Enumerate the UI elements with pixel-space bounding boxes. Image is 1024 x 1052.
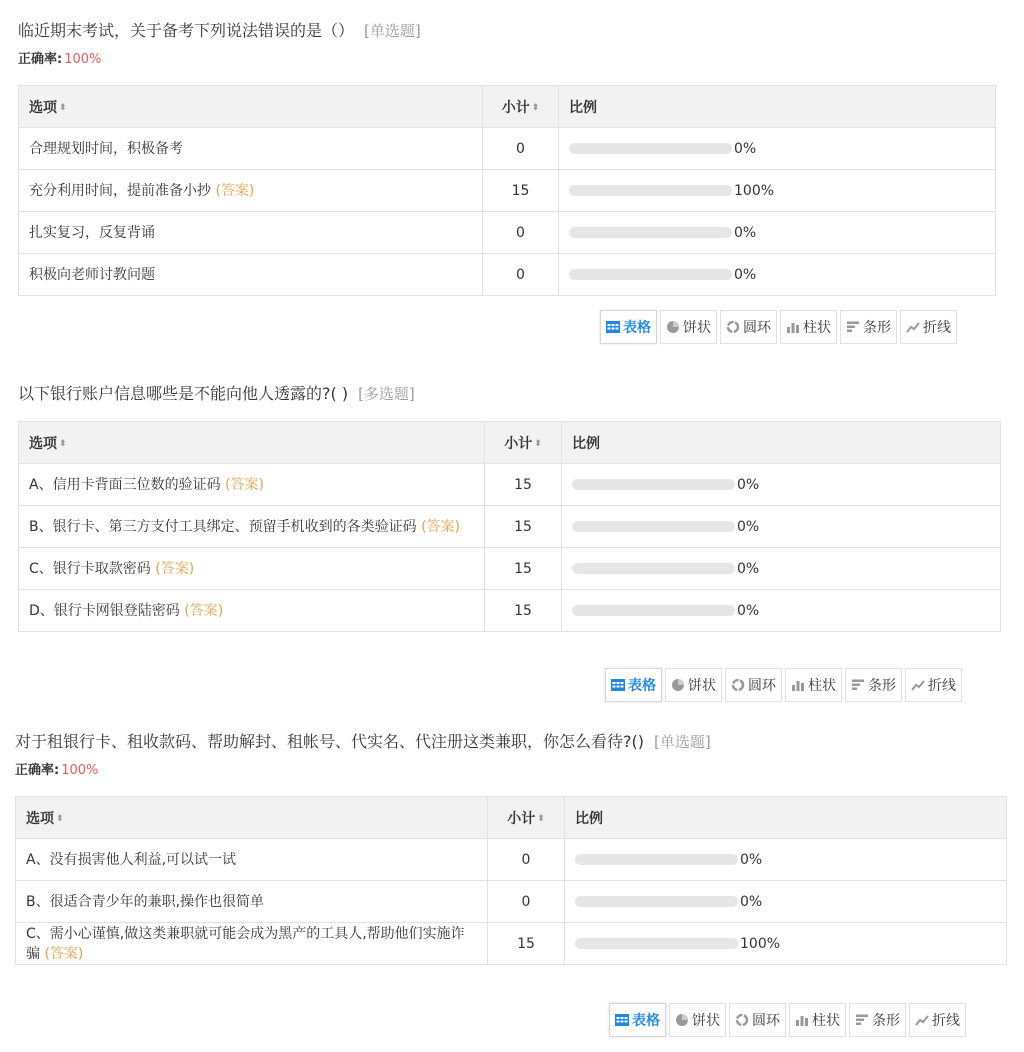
sort-icon[interactable]: ⬍: [59, 102, 67, 113]
chart-type-button-bar[interactable]: [840, 310, 897, 344]
chart-type-button-table[interactable]: [605, 668, 662, 702]
progress-bar: [569, 269, 732, 280]
chart-type-label: 条形: [868, 678, 896, 694]
chart-type-label: 饼状: [692, 1013, 720, 1029]
sort-icon[interactable]: ⬍: [534, 438, 542, 449]
chart-toolbar-2: [602, 668, 962, 702]
col-ratio-header: 比例: [562, 422, 1001, 464]
answer-tag: (答案): [421, 518, 460, 535]
table-row: [19, 212, 996, 254]
option-text: C、银行卡取款密码: [29, 560, 151, 577]
progress-bar: [569, 143, 732, 154]
sort-icon[interactable]: ⬍: [537, 813, 545, 824]
ratio-percent: 0%: [734, 266, 757, 283]
chart-type-button-pie[interactable]: [665, 668, 722, 702]
answer-tag: (答案): [225, 476, 264, 493]
count-cell: 15: [485, 590, 562, 632]
ratio-percent: 100%: [740, 935, 781, 952]
progress-bar: [575, 896, 738, 907]
col-count-header[interactable]: 小计 ⬍: [483, 86, 559, 128]
count-cell: 15: [485, 464, 562, 506]
answer-tag: (答案): [44, 945, 84, 962]
option-text: A、信用卡背面三位数的验证码: [29, 476, 221, 493]
count-cell: 0: [488, 839, 565, 881]
chart-type-button-donut[interactable]: [729, 1003, 786, 1037]
progress-bar: [572, 605, 735, 616]
ratio-cell: [562, 548, 1001, 590]
chart-type-label: 圆环: [748, 678, 776, 694]
chart-toolbar-1: [597, 310, 957, 344]
chart-type-button-line[interactable]: [900, 310, 957, 344]
ratio-cell: [559, 128, 996, 170]
chart-type-label: 圆环: [743, 320, 771, 336]
column-icon: [786, 320, 800, 334]
chart-type-label: 条形: [863, 320, 891, 336]
progress-bar: [575, 938, 738, 949]
donut-icon: [735, 1013, 749, 1027]
progress-fill: [569, 185, 732, 196]
chart-type-label: 折线: [923, 320, 951, 336]
ratio-cell: [559, 212, 996, 254]
bar-icon: [851, 678, 865, 692]
question-type: [单选题]: [653, 733, 711, 751]
progress-bar: [569, 185, 732, 196]
question-type: [多选题]: [358, 385, 415, 403]
ratio-percent: 0%: [740, 893, 763, 910]
table-icon: [611, 678, 625, 692]
count-cell: 0: [488, 881, 565, 923]
col-count-header[interactable]: 小计 ⬍: [488, 797, 565, 839]
table-row: [16, 881, 1007, 923]
option-text: B、银行卡、第三方支付工具绑定、预留手机收到的各类验证码: [29, 518, 417, 535]
ratio-cell: [565, 881, 1007, 923]
chart-type-label: 饼状: [683, 320, 711, 336]
chart-type-button-donut[interactable]: [720, 310, 777, 344]
ratio-percent: 0%: [740, 851, 763, 868]
option-text: 合理规划时间，积极备考: [29, 140, 183, 157]
table-row: [19, 254, 996, 296]
option-text: 扎实复习，反复背诵: [29, 224, 155, 241]
option-cell: [19, 170, 483, 212]
chart-type-button-bar[interactable]: [849, 1003, 906, 1037]
table-row: [19, 464, 1001, 506]
progress-fill: [575, 938, 738, 949]
table-header: [19, 86, 996, 128]
count-cell: 0: [483, 128, 559, 170]
option-text: 充分利用时间，提前准备小抄: [29, 182, 211, 199]
progress-bar: [572, 521, 735, 532]
col-option-header[interactable]: 选项 ⬍: [19, 86, 483, 128]
question-3: [15, 731, 711, 780]
option-text: B、很适合青少年的兼职,操作也很简单: [26, 893, 265, 910]
table-row: [19, 590, 1001, 632]
chart-type-label: 表格: [632, 1013, 660, 1029]
line-icon: [911, 678, 925, 692]
count-cell: 0: [483, 212, 559, 254]
count-cell: 15: [483, 170, 559, 212]
line-icon: [915, 1013, 929, 1027]
col-ratio-header: 比例: [565, 797, 1007, 839]
accuracy-value: 100%: [64, 52, 102, 67]
donut-icon: [726, 320, 740, 334]
ratio-cell: [562, 590, 1001, 632]
chart-type-button-bar[interactable]: [845, 668, 902, 702]
pie-icon: [666, 320, 680, 334]
table-header: [19, 422, 1001, 464]
ratio-cell: [565, 839, 1007, 881]
chart-type-label: 柱状: [803, 320, 831, 336]
ratio-cell: [559, 170, 996, 212]
table-row: [19, 506, 1001, 548]
question-title: 以下银行账户信息哪些是不能向他人透露的?( ) [多选题]: [18, 384, 415, 403]
ratio-cell: [559, 254, 996, 296]
column-icon: [791, 678, 805, 692]
col-ratio-header: 比例: [559, 86, 996, 128]
ratio-percent: 100%: [734, 182, 775, 199]
chart-type-button-table[interactable]: [600, 310, 657, 344]
table-row: [19, 548, 1001, 590]
answer-tag: (答案): [184, 602, 224, 619]
option-text: D、银行卡网银登陆密码: [29, 602, 180, 619]
progress-bar: [572, 563, 735, 574]
chart-type-button-line[interactable]: [905, 668, 962, 702]
sort-icon[interactable]: ⬍: [56, 813, 64, 824]
option-text: 积极向老师讨教问题: [29, 266, 155, 283]
chart-type-label: 折线: [932, 1013, 960, 1029]
chart-type-label: 表格: [623, 320, 651, 336]
ratio-percent: 0%: [737, 560, 760, 577]
table-icon: [615, 1013, 629, 1027]
option-cell: [16, 839, 488, 881]
stats-table-1: [18, 85, 996, 296]
option-cell: [16, 881, 488, 923]
table-row: [16, 923, 1007, 965]
question-title: 对于租银行卡、租收款码、帮助解封、租帐号、代实名、代注册这类兼职，你怎么看待?() [单选题]: [15, 732, 711, 751]
accuracy-line: 正确率: 100%: [18, 52, 102, 67]
ratio-percent: 0%: [734, 224, 757, 241]
pie-icon: [675, 1013, 689, 1027]
count-cell: 15: [488, 923, 565, 965]
count-cell: 0: [483, 254, 559, 296]
ratio-percent: 0%: [734, 140, 757, 157]
option-cell: [19, 212, 483, 254]
progress-bar: [572, 479, 735, 490]
ratio-cell: [565, 923, 1007, 965]
option-cell: [19, 506, 485, 548]
pie-icon: [671, 678, 685, 692]
question-2: [18, 383, 415, 405]
chart-type-label: 圆环: [752, 1013, 780, 1029]
question-type: [单选题]: [364, 22, 421, 40]
option-cell: [19, 464, 485, 506]
chart-type-button-column[interactable]: [789, 1003, 846, 1037]
chart-type-button-column[interactable]: [780, 310, 837, 344]
table-header: [16, 797, 1007, 839]
stats-table-3: [15, 796, 1007, 965]
table-row: [19, 128, 996, 170]
donut-icon: [731, 678, 745, 692]
chart-type-label: 条形: [872, 1013, 900, 1029]
table-row: [19, 170, 996, 212]
table-row: [16, 839, 1007, 881]
sort-icon[interactable]: ⬍: [59, 438, 67, 449]
chart-type-label: 折线: [928, 678, 956, 694]
chart-type-button-pie[interactable]: [669, 1003, 726, 1037]
chart-type-button-line[interactable]: [909, 1003, 966, 1037]
chart-toolbar-3: [606, 1003, 966, 1037]
answer-tag: (答案): [155, 560, 195, 577]
option-cell: [19, 254, 483, 296]
accuracy-line: 正确率: 100%: [15, 763, 99, 778]
col-option-header[interactable]: 选项 ⬍: [19, 422, 485, 464]
option-cell: [19, 590, 485, 632]
option-cell: [16, 923, 488, 965]
count-cell: 15: [485, 506, 562, 548]
sort-icon[interactable]: ⬍: [531, 102, 540, 113]
chart-type-button-donut[interactable]: [725, 668, 782, 702]
count-cell: 15: [485, 548, 562, 590]
option-text: C、需小心谨慎,做这类兼职就可能会成为黑产的工具人,帮助他们实施诈骗: [26, 925, 465, 962]
table-icon: [606, 320, 620, 334]
col-count-header[interactable]: 小计 ⬍: [485, 422, 562, 464]
ratio-cell: [562, 506, 1001, 548]
bar-icon: [855, 1013, 869, 1027]
progress-bar: [575, 854, 738, 865]
chart-type-label: 柱状: [808, 678, 836, 694]
option-cell: [19, 548, 485, 590]
chart-type-button-column[interactable]: [785, 668, 842, 702]
line-icon: [906, 320, 920, 334]
option-text: A、没有损害他人利益,可以试一试: [26, 851, 237, 868]
question-1: [18, 20, 421, 69]
col-option-header[interactable]: 选项 ⬍: [16, 797, 488, 839]
option-cell: [19, 128, 483, 170]
answer-tag: (答案): [215, 182, 255, 199]
chart-type-button-table[interactable]: [609, 1003, 666, 1037]
chart-type-button-pie[interactable]: [660, 310, 717, 344]
question-title: 临近期末考试，关于备考下列说法错误的是（） [单选题]: [18, 21, 421, 40]
chart-type-label: 柱状: [812, 1013, 840, 1029]
chart-type-label: 表格: [628, 678, 656, 694]
ratio-percent: 0%: [737, 476, 760, 493]
column-icon: [795, 1013, 809, 1027]
ratio-percent: 0%: [737, 602, 760, 619]
accuracy-value: 100%: [61, 763, 99, 778]
chart-type-label: 饼状: [688, 678, 716, 694]
ratio-cell: [562, 464, 1001, 506]
ratio-percent: 0%: [737, 518, 760, 535]
stats-table-2: [18, 421, 1001, 632]
bar-icon: [846, 320, 860, 334]
progress-bar: [569, 227, 732, 238]
